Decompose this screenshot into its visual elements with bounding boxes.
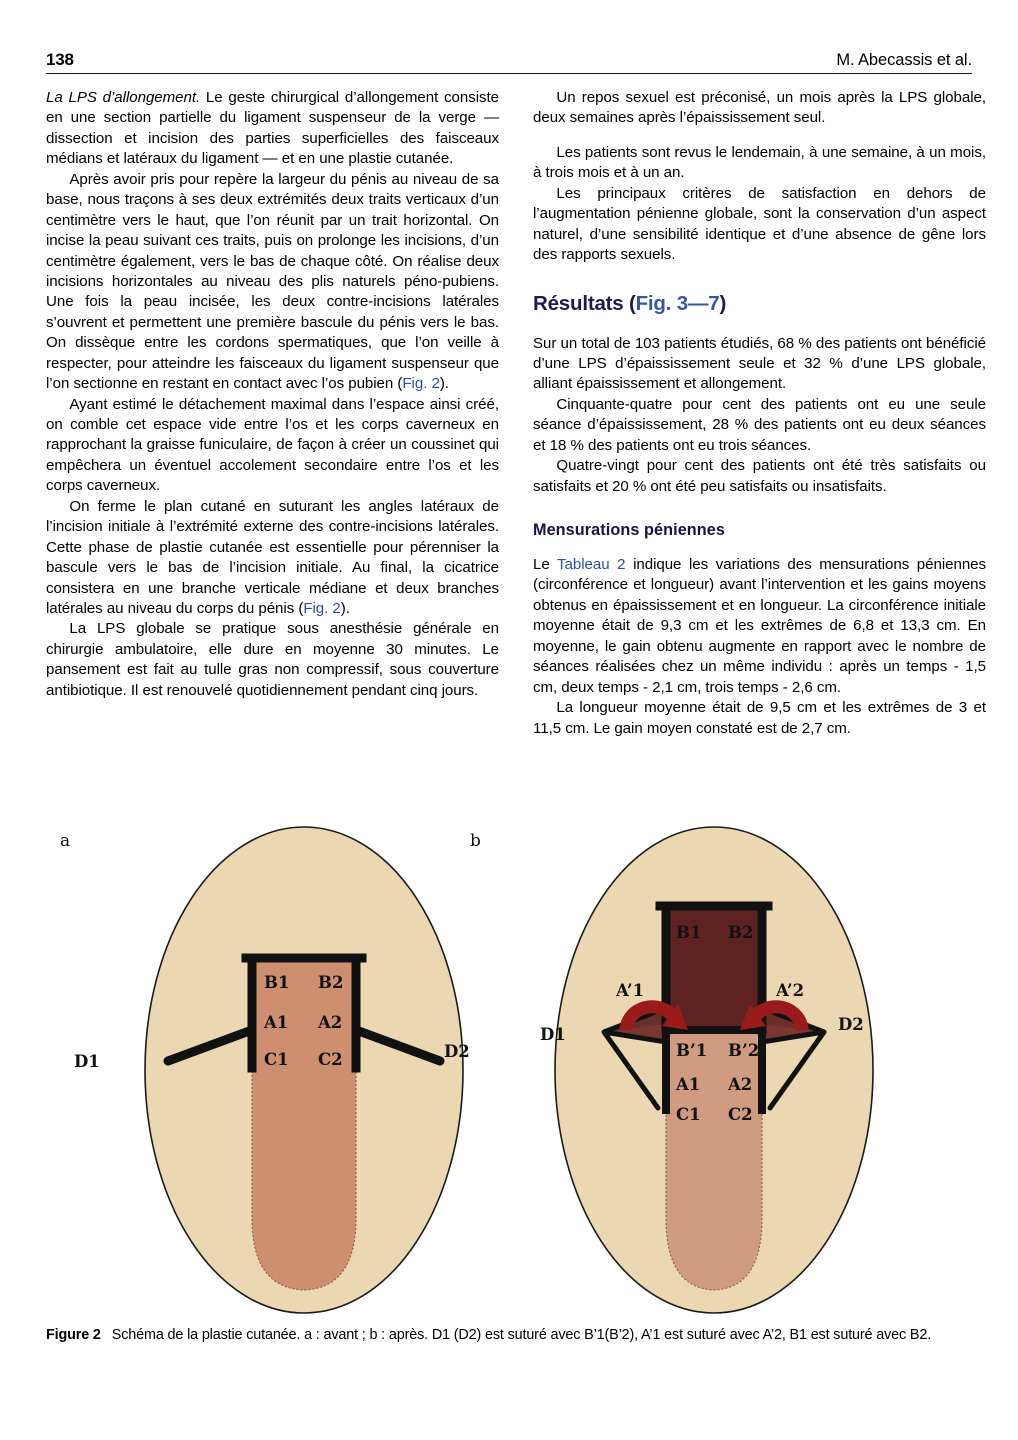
panel-a-shaft [252, 960, 356, 1290]
paragraph-text: La LPS globale se pratique sous anesthésie générale en chirurgie ambulatoire, elle dure en moyenne 30 minutes. Le pansement est fait au tulle gras non compressif, sous couverture antibiotique. Il est renouvelé quotidiennement pendant cinq jours. [46, 620, 499, 699]
running-head [46, 44, 972, 74]
paragraph-spacer [533, 129, 986, 143]
paragraph-detachement [46, 395, 499, 497]
figure-caption-label: Figure 2 [46, 1327, 101, 1343]
panel-a-label-C1: C1 [264, 1050, 289, 1069]
figure-caption [46, 1325, 976, 1345]
panel-a-label-A1: A1 [264, 1013, 289, 1032]
panel-a-label-D1: D1 [74, 1052, 100, 1071]
paragraph-results-total: Sur un total de 103 patients étudiés, 68 % des patients ont bénéficié d’une LPS d’épaississement seule et 32 % d’une LPS globale, alliant épaississement et allongement. [533, 334, 986, 393]
subsection-heading-mensurations: Mensurations péniennes [533, 521, 725, 539]
xref-tableau-2[interactable]: Tableau 2 [557, 556, 626, 573]
paragraph-text: On ferme le plan cutané en suturant les angles latéraux de l’incision initiale à l’extrémité externe des contre-incisions latérales. Cette phase de plastie cutanée est essentielle pour pérenniser la bascule vers le bas de l’incision initiale. Au final, la cicatrice consistera en une branche verticale médiane et deux branches latérales au niveau du corps du pénis ( [46, 497, 499, 617]
xref-fig-2-b[interactable]: Fig. 2 [303, 599, 341, 617]
paragraph-text-after: ). [439, 375, 449, 393]
figure-caption-text: Schéma de la plastie cutanée. a : avant ; b : après. D1 (D2) est suturé avec B’1(B’2), A’1 est suturé avec A’2, B1 est suturé avec B2. [111, 1327, 932, 1343]
panel-b-label-B2: B2 [728, 923, 754, 942]
panel-b-shaft [666, 1030, 762, 1290]
panel-b-label-C1: C1 [676, 1105, 701, 1124]
paragraph-marking-incision [46, 170, 499, 395]
paragraph-text: Après avoir pris pour repère la largeur du pénis au niveau de sa base, nous traçons à ses deux extrémités deux traits verticaux d’un centimètre vers le haut, que l’on réunit par un trait horizontal. On incise la peau suivant ces traits, puis on prolonge les incisions, d’un centimètre également, vers le bas de chaque côté. On réalise deux incisions horizontales au niveau des plis naturels péno-pubiens. Une fois la peau incisée, les deux contre-incisions latérales s’ouvrent et permettent une première bascule du pénis vers le bas. On dissèque entre les cordons spermatiques, que l’on veille à respecter, pour atteindre les faisceaux du ligament suspenseur que l’on sectionne en restant en contact avec l’os pubien ( [46, 170, 499, 393]
xref-fig-2-a[interactable]: Fig. 2 [402, 375, 440, 393]
section-heading-close: ) [719, 291, 727, 315]
figure-panel-a [60, 827, 470, 1313]
paragraph-suivi-patients: Les patients sont revus le lendemain, à une semaine, à un mois, à trois mois et à un an. [533, 143, 986, 182]
figure-panel-b [470, 827, 873, 1313]
paragraph-text: Le geste chirurgical d’allongement consiste en une section partielle du ligament suspenseur de la verge — dissection et incision des parties superficielles des faisceaux médians et latéraux du ligament — et en une plastie cutanée. [46, 89, 499, 168]
paragraph-text: Ayant estimé le détachement maximal dans l’espace ainsi créé, on comble cet espace vide entre l’os et les corps caverneux en rapprochant la graisse funiculaire, de façon à créer un coussinet qui empêchera un éventuel accolement secondaire entre l’os et les corps caverneux. [46, 395, 499, 495]
paragraph-text-after: indique les variations des mensurations péniennes (circonférence et longueur) avant l’intervention et les gains moyens obtenus en épaississement et en longueur. La circonférence initiale moyenne était de 9,3 cm et les extrêmes de 6,8 et 13,3 cm. En moyenne, le gain obtenu augmente en rapport avec le nombre de séances réalisées chez un même individu : après un temps - 1,5 cm, deux temps - 2,1 cm, trois temps - 2,6 cm. [533, 556, 987, 696]
right-text-column [533, 88, 986, 739]
paragraph-fermeture [46, 497, 499, 620]
paragraph-text-before: Le [533, 556, 558, 573]
paragraph-mensurations-tableau [533, 555, 986, 698]
panel-a-label-B2: B2 [318, 973, 344, 992]
paragraph-repos-sexuel: Un repos sexuel est préconisé, un mois après la LPS globale, deux semaines après l’épaississement seul. [533, 89, 986, 127]
paragraph-results-satisfaction: Quatre-vingt pour cent des patients ont été très satisfaits ou satisfaits et 20 % ont été peu satisfaits ou insatisfaits. [533, 457, 986, 495]
paragraph-criteres-satisfaction: Les principaux critères de satisfaction en dehors de l’augmentation pénienne globale, sont la conservation d’un aspect naturel, d’une sensibilité identique et d’une absence de gêne lors des rapports sexuels. [533, 184, 986, 264]
panel-a-letter: a [60, 831, 71, 851]
panel-b-label-D1: D1 [540, 1025, 566, 1044]
paragraph-longueur-moyenne: La longueur moyenne était de 9,5 cm et les extrêmes de 3 et 11,5 cm. Le gain moyen constaté est de 2,7 cm. [533, 699, 986, 737]
left-text-column [46, 88, 499, 701]
paragraph-lps-globale [46, 619, 499, 701]
panel-a-label-C2: C2 [318, 1050, 343, 1069]
section-heading-resultats [533, 292, 986, 316]
panel-b-label-Bp2: B’2 [728, 1041, 760, 1060]
panel-a-label-D2: D2 [444, 1042, 470, 1061]
panel-b-label-Ap1: A’1 [616, 981, 645, 1000]
paragraph-lps-allongement [46, 88, 499, 170]
page-number: 138 [46, 50, 74, 69]
panel-b-label-B1: B1 [676, 923, 702, 942]
panel-b-label-Bp1: B’1 [676, 1041, 708, 1060]
section-heading-text: Résultats ( [533, 291, 636, 315]
running-head-authors: M. Abecassis et al. [836, 51, 972, 69]
panel-b-label-A1: A1 [676, 1075, 701, 1094]
paragraph-text-after: ). [340, 599, 350, 617]
paragraph-runin-heading: La LPS d’allongement. [46, 89, 201, 106]
panel-b-label-A2: A2 [728, 1075, 753, 1094]
panel-b-letter: b [470, 831, 481, 851]
paragraph-results-seances: Cinquante-quatre pour cent des patients ont eu une seule séance d’épaississement, 28 % des patients ont eu deux séances et 18 % des patients ont eu trois séances. [533, 395, 986, 454]
panel-b-label-Ap2: A’2 [776, 981, 805, 1000]
figure-2-image [46, 818, 972, 1318]
panel-a-label-B1: B1 [264, 973, 290, 992]
panel-a-label-A2: A2 [318, 1013, 343, 1032]
panel-b-label-C2: C2 [728, 1105, 753, 1124]
xref-fig-3-7[interactable]: Fig. 3—7 [635, 291, 720, 315]
panel-b-label-D2: D2 [838, 1015, 864, 1034]
